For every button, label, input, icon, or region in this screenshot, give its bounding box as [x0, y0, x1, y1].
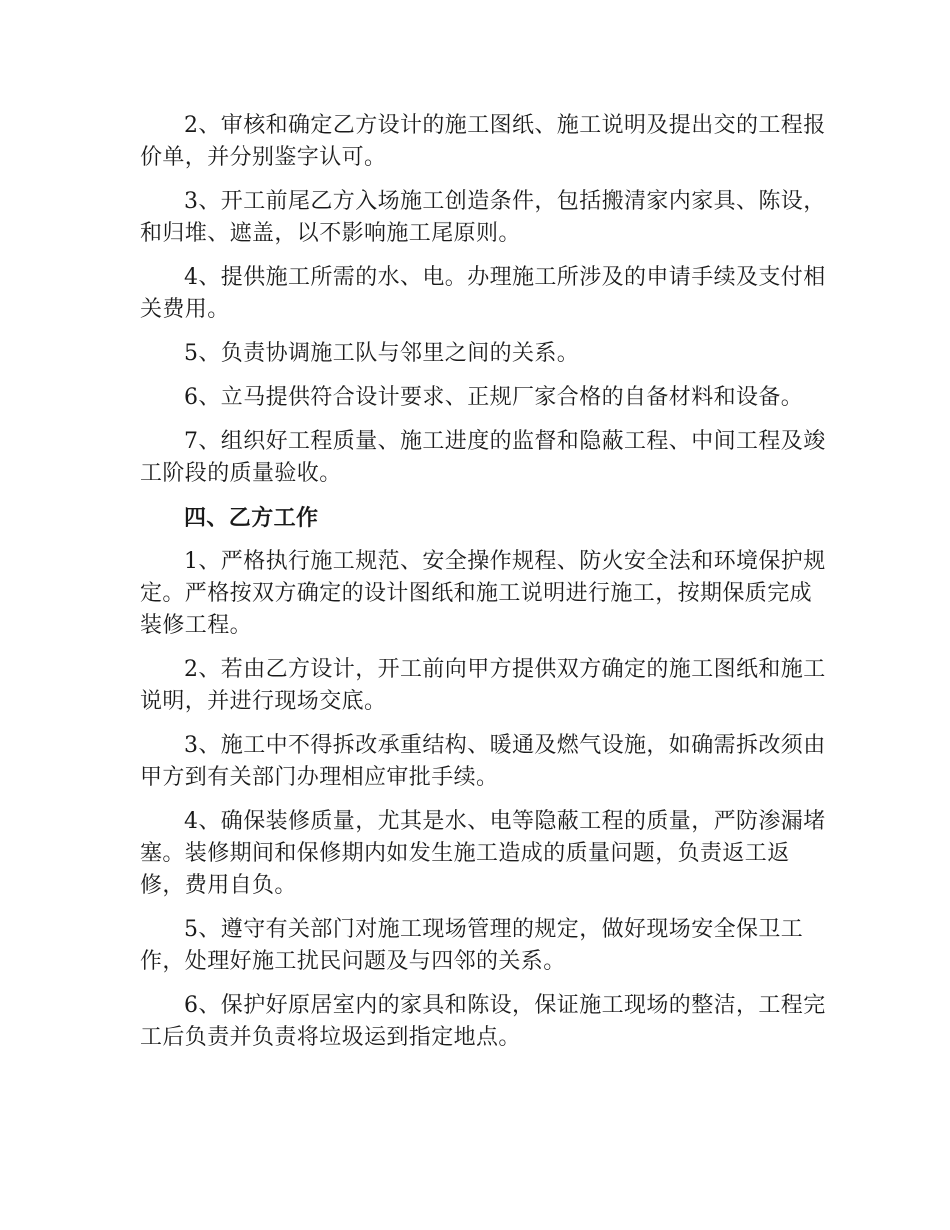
paragraph-a-5: 5、负责协调施工队与邻里之间的关系。	[184, 341, 580, 366]
section-heading: 四、乙方工作	[184, 505, 319, 531]
paragraph-b-4: 4、确保装修质量，尤其是水、电等隐蔽工程的质量，严防渗漏堵塞。装修期间和保修期内如发生施工造成的质量问题，负责返工返修，费用自负。	[140, 809, 826, 898]
paragraph-b-6: 6、保护好原居室内的家具和陈设，保证施工现场的整洁，工程完工后负责并负责将垃圾运到指定地点。	[140, 993, 826, 1050]
paragraph-a-4: 4、提供施工所需的水、电。办理施工所涉及的申请手续及支付相关费用。	[140, 265, 826, 322]
paragraph-a-3: 3、开工前尾乙方入场施工创造条件，包括搬清家内家具、陈设，和归堆、遮盖，以不影响施工尾原则。	[140, 189, 826, 246]
document-page	[140, 110, 830, 1066]
paragraph-a-7: 7、组织好工程质量、施工进度的监督和隐蔽工程、中间工程及竣工阶段的质量验收。	[140, 429, 826, 486]
paragraph-b-5: 5、遵守有关部门对施工现场管理的规定，做好现场安全保卫工作，处理好施工扰民问题及与四邻的关系。	[140, 917, 804, 974]
paragraph-a-6: 6、立马提供符合设计要求、正规厂家合格的自备材料和设备。	[184, 385, 804, 410]
paragraph-a-2: 2、审核和确定乙方设计的施工图纸、施工说明及提出交的工程报价单，并分别鉴字认可。	[140, 113, 826, 170]
paragraph-b-3: 3、施工中不得拆改承重结构、暖通及燃气设施，如确需拆改须由甲方到有关部门办理相应审批手续。	[140, 733, 826, 790]
paragraph-b-2: 2、若由乙方设计，开工前向甲方提供双方确定的施工图纸和施工说明，并进行现场交底。	[140, 657, 826, 714]
paragraph-b-1: 1、严格执行施工规范、安全操作规程、防火安全法和环境保护规定。严格按双方确定的设计图纸和施工说明进行施工，按期保质完成装修工程。	[140, 549, 826, 638]
